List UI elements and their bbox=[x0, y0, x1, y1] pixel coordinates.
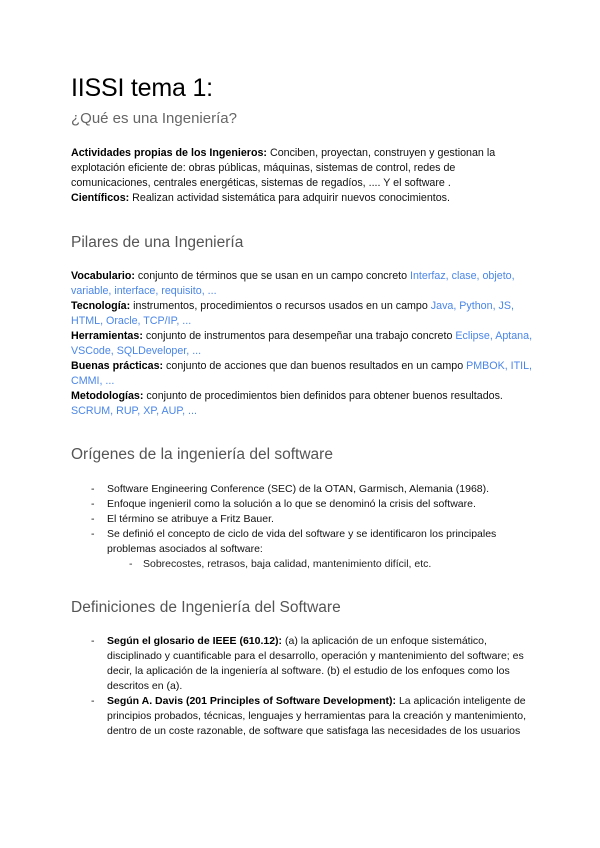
pillar-examples: Java, Python, JS, HTML, Oracle, TCP/IP, ... bbox=[71, 300, 514, 327]
pillar-text: conjunto de términos que se usan en un campo concreto bbox=[134, 270, 411, 282]
scientists-paragraph bbox=[71, 191, 533, 206]
pillar-text: conjunto de acciones que dan buenos resultados en un campo bbox=[163, 360, 467, 372]
list-item: - Enfoque ingenieril como la solución a lo que se denominó la crisis del software. bbox=[71, 497, 533, 512]
definition-label: Según el glosario de IEEE (610.12): bbox=[107, 635, 283, 647]
activities-paragraph bbox=[71, 146, 533, 191]
definitions-heading: Definiciones de Ingeniería del Software bbox=[71, 599, 341, 616]
page-title: IISSI tema 1: bbox=[71, 74, 213, 102]
pillar-label: Herramientas: bbox=[71, 330, 143, 342]
pillars-section bbox=[71, 269, 533, 419]
list-item: - Se definió el concepto de ciclo de vida del software y se identificaron los principales problemas asociados al software: bbox=[71, 527, 533, 557]
pillar-examples: PMBOK, ITIL, CMMI, ... bbox=[71, 360, 533, 387]
scientists-text: Realizan actividad sistemática para adquirir nuevos conocimientos. bbox=[129, 192, 450, 204]
definitions-list bbox=[71, 634, 533, 739]
pillar-item bbox=[71, 299, 533, 329]
subtitle: ¿Qué es una Ingeniería? bbox=[71, 110, 237, 127]
definition-item bbox=[71, 634, 533, 694]
pillar-item bbox=[71, 389, 533, 419]
definition-item bbox=[71, 694, 533, 739]
scientists-label: Científicos: bbox=[71, 192, 130, 204]
pillar-text: instrumentos, procedimientos o recursos usados en un campo bbox=[130, 300, 431, 312]
origins-list bbox=[71, 482, 533, 572]
pillar-label: Buenas prácticas: bbox=[71, 360, 164, 372]
definition-label: Según A. Davis (201 Principles of Software Development): bbox=[107, 695, 397, 707]
intro-section bbox=[71, 146, 533, 206]
origins-heading: Orígenes de la ingeniería del software bbox=[71, 446, 333, 463]
pillar-text: conjunto de instrumentos para desempeñar una trabajo concreto bbox=[142, 330, 456, 342]
list-item: - El término se atribuye a Fritz Bauer. bbox=[71, 512, 533, 527]
pillar-item bbox=[71, 269, 533, 299]
pillar-label: Metodologías: bbox=[71, 390, 144, 402]
activities-text: Conciben, proyectan, construyen y gestionan la explotación eficiente de: obras públicas, máquinas, sistemas de control, redes de comunicaciones, centrales energéticas, sistemas de regadíos, .... Y el software . bbox=[71, 147, 496, 189]
activities-label: Actividades propias de los Ingenieros: bbox=[71, 147, 267, 159]
pillar-label: Vocabulario: bbox=[71, 270, 135, 282]
list-item: - Software Engineering Conference (SEC) de la OTAN, Garmisch, Alemania (1968). bbox=[71, 482, 533, 497]
pillar-item bbox=[71, 329, 533, 359]
pillar-text: conjunto de procedimientos bien definidos para obtener buenos resultados. bbox=[143, 390, 503, 402]
pillar-item bbox=[71, 359, 533, 389]
pillar-examples: Eclipse, Aptana, VSCode, SQLDeveloper, ... bbox=[71, 330, 533, 357]
definition-text: (a) la aplicación de un enfoque sistemático, disciplinado y cuantificable para el desarrollo, operación y mantenimiento del software; es decir, la aplicación de la ingeniería al software. (b) el estudio de los enfoques como los descritos en (a). bbox=[107, 635, 524, 692]
pillar-examples: SCRUM, RUP, XP, AUP, ... bbox=[71, 405, 197, 417]
pillar-examples: Interfaz, clase, objeto, variable, interface, requisito, ... bbox=[71, 270, 515, 297]
pillars-heading: Pilares de una Ingeniería bbox=[71, 234, 244, 251]
definition-text: La aplicación inteligente de principios probados, técnicas, lenguajes y herramientas para la creación y mantenimiento, dentro de un coste razonable, de software que satisfaga las necesidades de los usuarios bbox=[107, 695, 527, 737]
list-subitem: - Sobrecostes, retrasos, baja calidad, mantenimiento difícil, etc. bbox=[71, 557, 533, 572]
pillar-label: Tecnología: bbox=[71, 300, 131, 312]
